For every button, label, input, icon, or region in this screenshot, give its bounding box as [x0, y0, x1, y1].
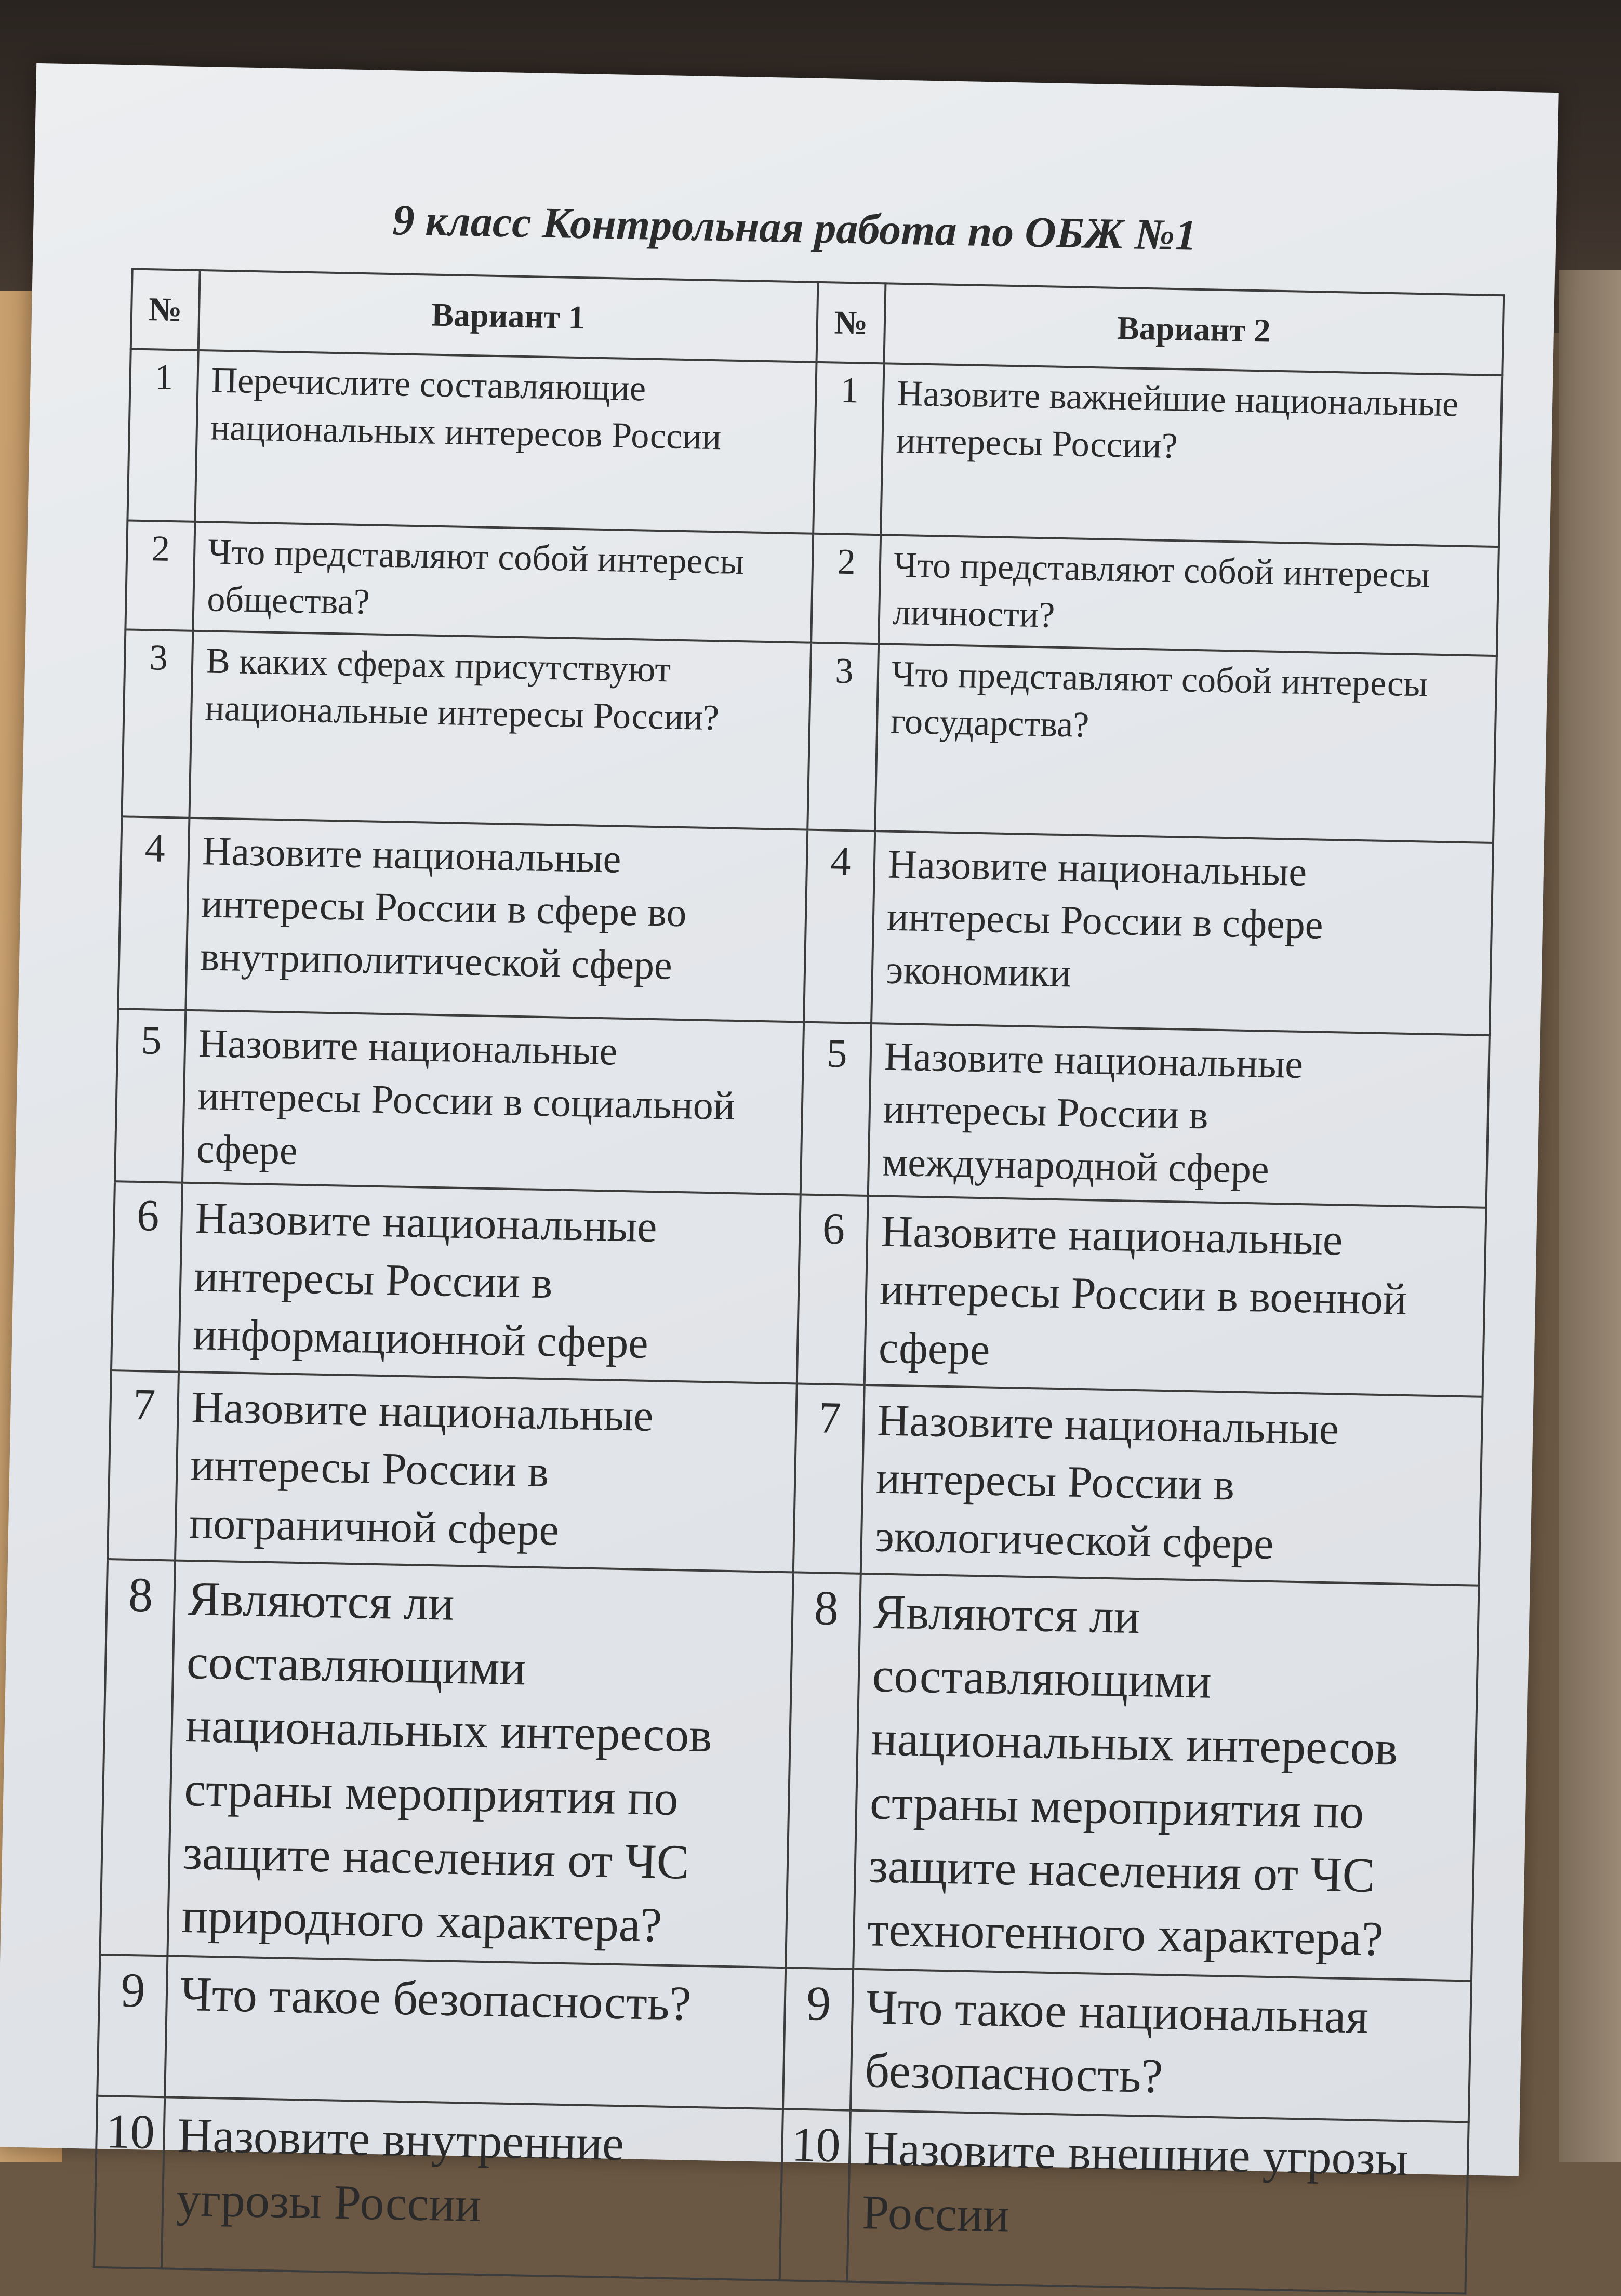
question-number: 7	[108, 1370, 179, 1561]
variant2-question: Назовите национальные интересы России в экологической сфере	[861, 1384, 1483, 1585]
question-number: 10	[780, 2109, 851, 2282]
variant2-question: Что такое национальная безопасность?	[851, 1969, 1471, 2122]
question-number: 3	[122, 629, 193, 817]
question-number: 4	[118, 816, 189, 1010]
table-row	[100, 1559, 1479, 1981]
question-number: 5	[115, 1009, 185, 1183]
variant1-question: Назовите внутренние угрозы России	[162, 2097, 783, 2281]
question-number: 8	[100, 1559, 175, 1956]
variant2-question: Что представляют собой интересы личности?	[879, 535, 1499, 656]
variant2-question: Являются ли составляющими национальных интересов страны мероприятия по защите населения от ЧС техногенного характера?	[853, 1574, 1479, 1981]
question-number: 9	[97, 1955, 167, 2097]
table-row	[94, 2096, 1469, 2294]
table-row	[118, 816, 1493, 1035]
question-number: 6	[111, 1181, 182, 1371]
variant1-question: Перечислите составляющие национальных интересов России	[195, 350, 816, 534]
variant1-question: Что такое безопасность?	[165, 1956, 786, 2109]
question-number: 2	[125, 520, 195, 630]
question-number: 5	[801, 1022, 871, 1196]
variant1-question: Назовите национальные интересы России в сфере во внутриполитической сфере	[185, 818, 807, 1022]
question-number: 4	[804, 830, 875, 1023]
question-number: 3	[807, 643, 879, 831]
header-number-2: №	[817, 282, 886, 363]
variant1-question: Что представляют собой интересы общества?	[193, 522, 813, 643]
variant2-question: Что представляют собой интересы государства?	[875, 644, 1497, 843]
variant2-question: Назовите национальные интересы России в военной сфере	[865, 1196, 1486, 1396]
table-row	[111, 1181, 1486, 1396]
question-number: 7	[793, 1383, 865, 1574]
variant1-question: Являются ли составляющими национальных интересов страны мероприятия по защите населения от ЧС природного характера?	[167, 1560, 793, 1968]
variant1-question: Назовите национальные интересы России в информационной сфере	[179, 1183, 801, 1383]
variant1-question: В каких сферах присутствуют национальные интересы России?	[189, 631, 811, 830]
question-number: 10	[94, 2096, 165, 2268]
desk-edge-right	[1559, 270, 1621, 2162]
variant2-question: Назовите национальные интересы России в международной сфере	[868, 1023, 1490, 1208]
question-number: 6	[797, 1195, 868, 1385]
header-variant-1: Вариант 1	[198, 270, 818, 362]
question-number: 1	[813, 362, 884, 535]
header-variant-2: Вариант 2	[884, 283, 1504, 375]
worksheet-paper	[0, 63, 1559, 2242]
variant1-question: Назовите национальные интересы России в пограничной сфере	[175, 1371, 797, 1572]
table-row	[108, 1370, 1482, 1586]
table-row	[127, 349, 1502, 547]
variant2-question: Назовите важнейшие национальные интересы России?	[881, 363, 1502, 547]
table-row	[97, 1955, 1471, 2122]
variant2-question: Назовите национальные интересы России в сфере экономики	[871, 831, 1493, 1035]
question-number: 2	[811, 534, 881, 644]
questions-table	[93, 268, 1505, 2295]
table-row	[115, 1009, 1490, 1208]
table-row	[122, 629, 1496, 843]
question-number: 8	[786, 1572, 861, 1969]
variant1-question: Назовите национальные интересы России в социальной сфере	[182, 1010, 804, 1195]
question-number: 1	[127, 349, 198, 521]
header-number-1: №	[131, 269, 200, 350]
question-number: 9	[783, 1968, 853, 2110]
page-title: 9 класс Контрольная работа по ОБЖ №1	[392, 196, 1198, 260]
variant2-question: Назовите внешние угрозы России	[847, 2110, 1469, 2294]
